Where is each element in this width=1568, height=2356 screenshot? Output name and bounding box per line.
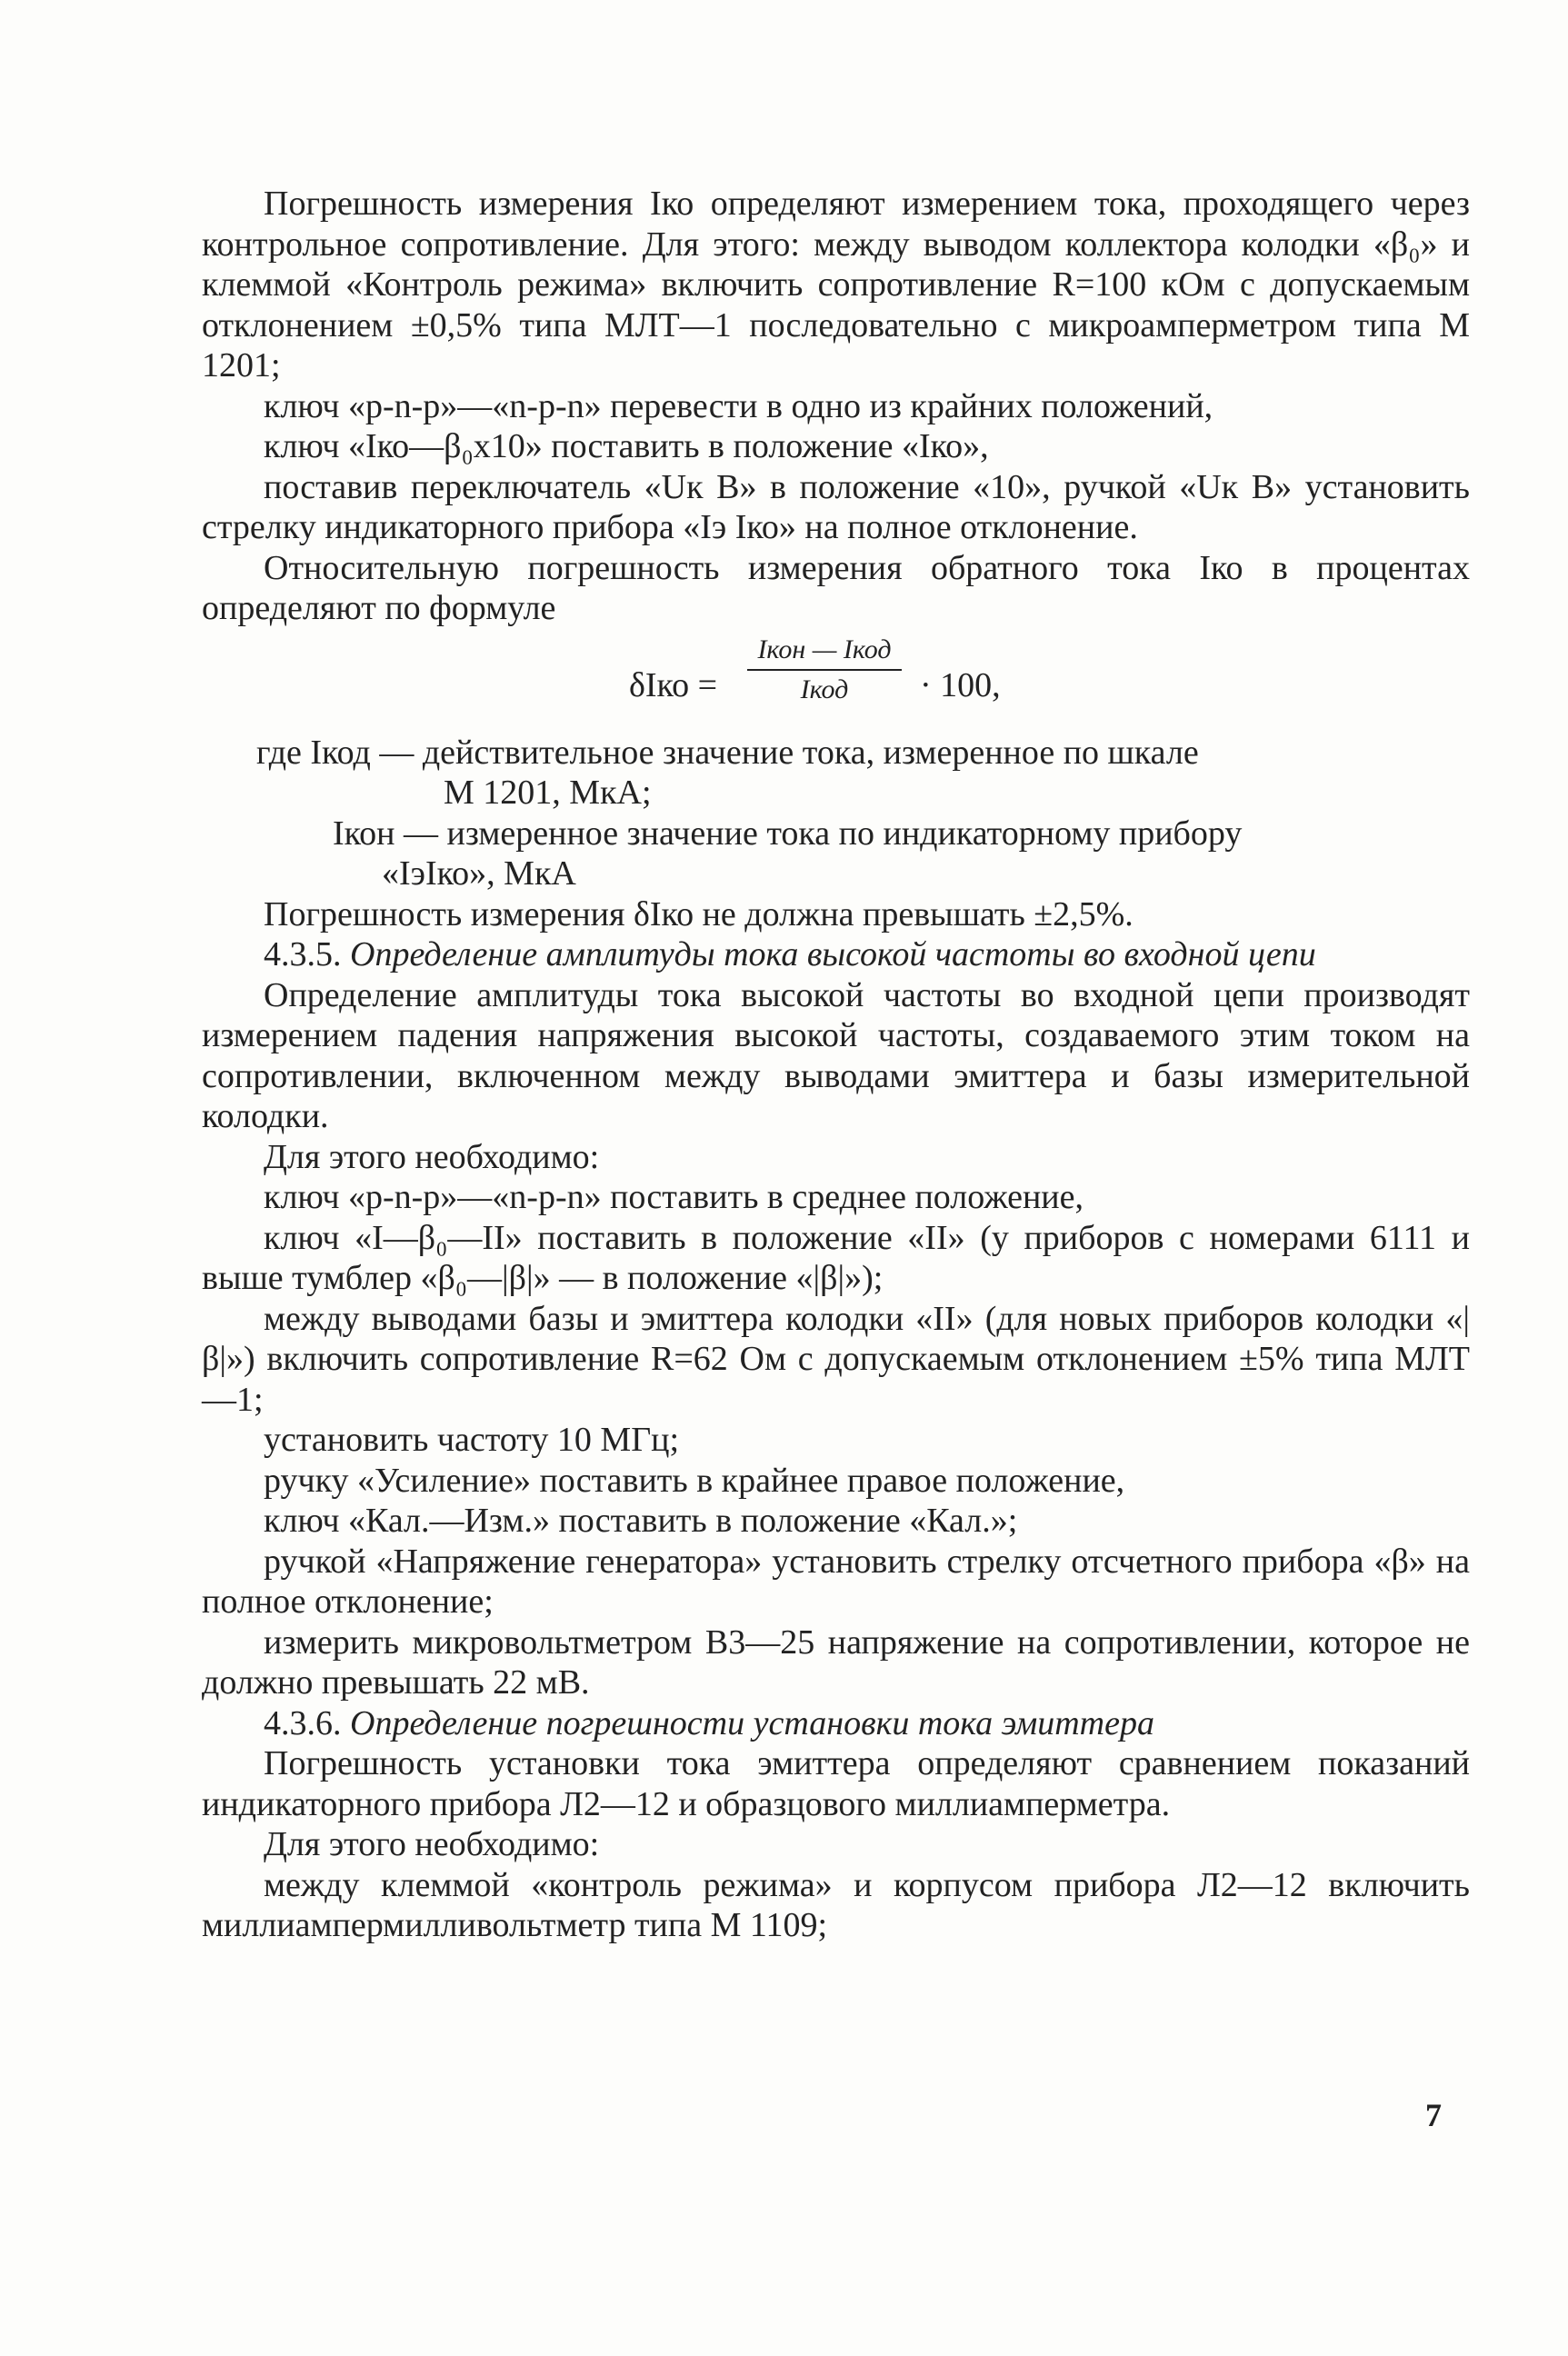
section-title: Определение погрешности установки тока эмиттера xyxy=(350,1703,1154,1742)
paragraph: ключ «p-n-p»—«n-p-n» перевести в одно из крайних положений, xyxy=(264,386,1213,425)
paragraph: ключ «Iко—β₀x10» поставить в положение «Iко», xyxy=(264,427,989,465)
paragraph: ключ «Кал.—Изм.» поставить в положение «Кал.»; xyxy=(264,1502,1018,1540)
section-heading xyxy=(202,1703,1470,1744)
page-number: 7 xyxy=(1425,2097,1442,2133)
legend-line: М 1201, МкА; xyxy=(444,774,652,812)
paragraph: ручкой «Напряжение генератора» установить стрелку отсчетного прибора «β» на полное отклонение; xyxy=(202,1542,1470,1621)
paragraph: Погрешность установки тока эмиттера определяют сравнением показаний индикаторного прибора Л2—12 и образцового миллиамперметра. xyxy=(202,1744,1470,1823)
formula-numerator: Iкон — Iкод xyxy=(757,634,892,664)
paragraph: ключ «p-n-p»—«n-p-n» поставить в среднее положение, xyxy=(264,1178,1084,1216)
section-number: 4.3.6. xyxy=(264,1703,342,1742)
formula xyxy=(202,633,1470,733)
paragraph: Погрешность измерения Iко определяют измерением тока, проходящего через контрольное сопротивление. Для этого: между выводом коллектора колодки «β₀» и клеммой «Контроль режима» включить сопротивление R=100 кОм с допускаемым отклонением ±0,5% типа МЛТ—1 последовательно с микроамперметром типа М 1201; xyxy=(202,185,1470,384)
paragraph: Относительную погрешность измерения обратного тока Iко в процентах определяют по формуле xyxy=(202,548,1470,627)
paragraph: измерить микровольтметром В3—25 напряжение на сопротивлении, которое не должно превышать 22 мВ. xyxy=(202,1622,1470,1702)
legend-line: где Iкод — действительное значение тока, измеренное по шкале xyxy=(256,733,1199,772)
paragraph: поставив переключатель «Uк В» в положение «10», ручкой «Uк В» установить стрелку индикаторного прибора «Iэ Iко» на полное отклонение. xyxy=(202,467,1470,546)
formula-lhs: δIко = xyxy=(629,665,718,704)
section-title: Определение амплитуды тока высокой частоты во входной цепи xyxy=(350,935,1316,973)
section-number: 4.3.5. xyxy=(264,935,342,973)
legend-line: «IэIко», МкА xyxy=(382,854,576,893)
paragraph: Для этого необходимо: xyxy=(264,1137,600,1176)
paragraph: между выводами базы и эмиттера колодки «II» (для новых приборов колодки «|β|») включить сопротивление R=62 Ом с допускаемым отклонением ±5% типа МЛТ—1; xyxy=(202,1299,1470,1419)
legend-line: Iкон — измеренное значение тока по индикаторному прибору xyxy=(333,814,1243,853)
section-heading xyxy=(202,934,1470,975)
paragraph: ручку «Усиление» поставить в крайнее правое положение, xyxy=(264,1461,1125,1500)
paragraph: Для этого необходимо: xyxy=(264,1825,600,1863)
paragraph: установить частоту 10 МГц; xyxy=(264,1421,680,1459)
paragraph: Определение амплитуды тока высокой частоты во входной цепи производят измерением падения напряжения высокой частоты, создаваемого этим током на сопротивлении, включенном между выводами эмиттера и базы измерительной колодки. xyxy=(202,975,1470,1135)
fraction-bar xyxy=(747,669,902,671)
formula-rhs: · 100, xyxy=(920,665,1001,704)
formula-fraction xyxy=(747,633,902,707)
paragraph: между клеммой «контроль режима» и корпусом прибора Л2—12 включить миллиампермилливольтметр типа М 1109; xyxy=(202,1865,1470,1944)
formula-legend xyxy=(202,733,1470,894)
paragraph: Погрешность измерения δIко не должна превышать ±2,5%. xyxy=(264,894,1134,933)
body-text xyxy=(202,184,1470,1946)
formula-denominator: Iкод xyxy=(800,674,849,704)
paragraph: ключ «I—β₀—II» поставить в положение «II» (у приборов с номерами 6111 и выше тумблер «β₀—|β|» — в положение «|β|»); xyxy=(202,1218,1470,1297)
